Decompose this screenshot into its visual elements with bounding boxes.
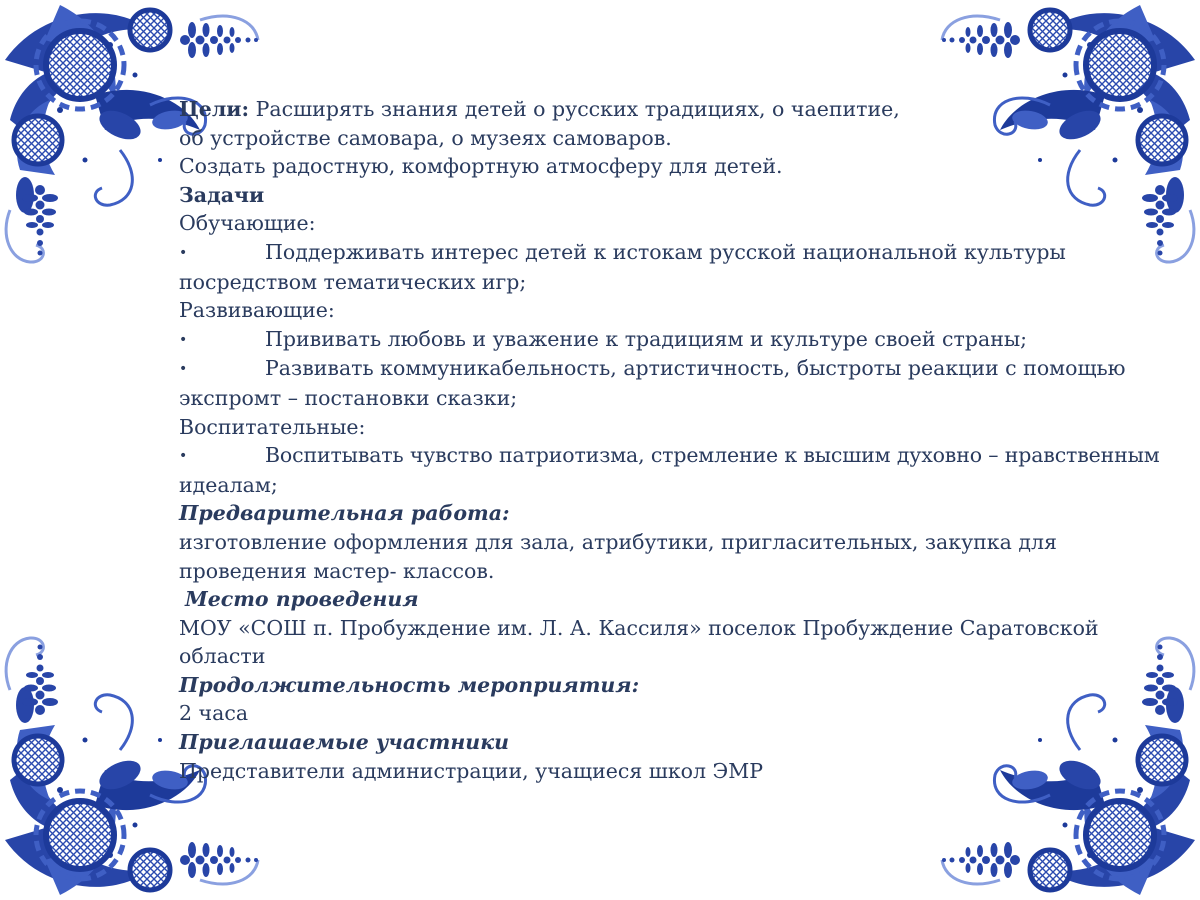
bullet-icon: • [179, 331, 188, 348]
bullet-icon: • [179, 244, 188, 261]
duration-value: 2 часа [179, 701, 249, 726]
educational-label: Воспитательные: [179, 414, 366, 439]
goals-line-2: об устройстве самовара, о музеях самоваров. [179, 125, 672, 150]
tasks-heading: Задачи [179, 182, 265, 207]
goals-label: Цели: [179, 97, 250, 121]
prep-line-2: проведения мастер- классов. [179, 558, 495, 583]
teaching-label: Обучающие: [179, 211, 316, 236]
goals-paragraph [179, 95, 1189, 124]
list-item [179, 238, 1189, 268]
teaching-item-1-cont: посредством тематических игр; [179, 269, 527, 294]
list-item [179, 325, 1189, 355]
teaching-item-1: Поддерживать интерес детей к истокам русской национальной культуры [265, 239, 1066, 264]
venue-heading-row [179, 585, 1189, 614]
educational-item-1: Воспитывать чувство патриотизма, стремление к высшим духовно – нравственным [265, 443, 1160, 468]
venue-line-2: области [179, 644, 266, 669]
prep-heading: Предварительная работа: [179, 501, 510, 526]
developing-label: Развивающие: [179, 298, 335, 323]
goals-line-3: Создать радостную, комфортную атмосферу для детей. [179, 154, 783, 179]
participants-heading: Приглашаемые участники [179, 730, 509, 755]
developing-item-1: Прививать любовь и уважение к традициям и культуре своей страны; [265, 326, 1028, 351]
venue-line-1: МОУ «СОШ п. Пробуждение им. Л. А. Кассиля» поселок Пробуждение Саратовской [179, 615, 1099, 640]
bullet-icon: • [179, 361, 188, 378]
venue-heading: Место проведения [185, 587, 419, 612]
goals-line-1: Расширять знания детей о русских традициях, о чаепитие, [249, 97, 900, 121]
developing-item-2-cont: экспромт – постановки сказки; [179, 385, 518, 410]
document-body [179, 95, 1189, 785]
list-item [179, 354, 1189, 384]
developing-item-2: Развивать коммуникабельность, артистичность, быстроты реакции с помощью [265, 356, 1126, 381]
bullet-icon: • [179, 448, 188, 465]
participants-value: Представители администрации, учащиеся школ ЭМР [179, 758, 764, 783]
prep-line-1: изготовление оформления для зала, атрибутики, пригласительных, закупка для [179, 529, 1057, 554]
duration-heading: Продолжительность мероприятия: [179, 672, 640, 697]
educational-item-1-cont: идеалам; [179, 472, 278, 497]
list-item [179, 441, 1189, 471]
